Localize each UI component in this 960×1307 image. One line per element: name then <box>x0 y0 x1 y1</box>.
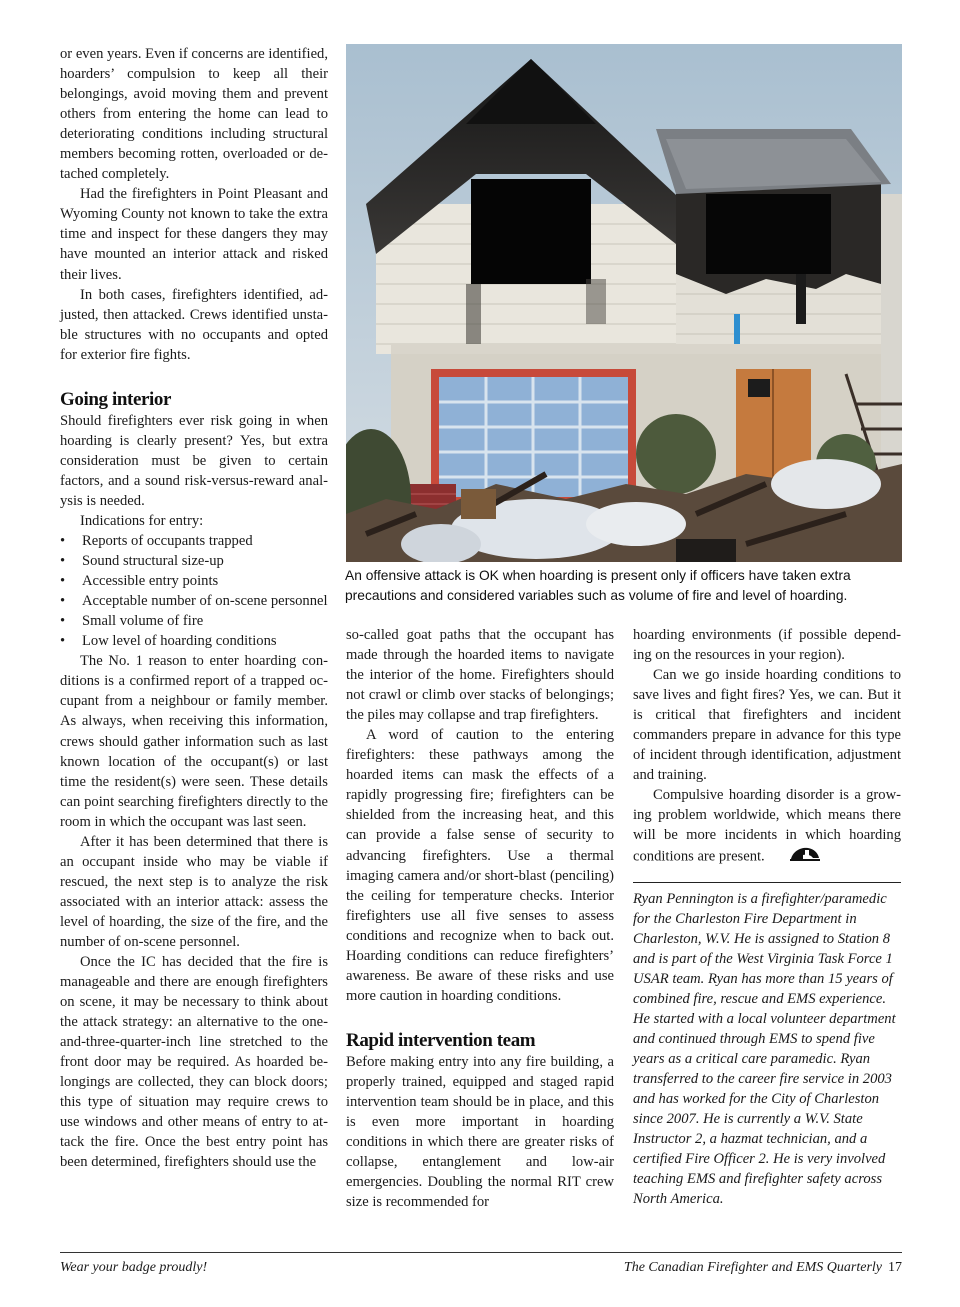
paragraph: so-called goat paths that the occupant has made through the hoarded items to navigate the interior of the home. Firefighters should not crawl or climb over stacks of belongings; the piles may collapse and trap firefighters. <box>346 627 614 724</box>
burned-house-photo <box>346 44 902 562</box>
paragraph: A word of caution to the entering firefighters: these pathways among the hoarded items can mask the effects of a rapidly progressing fire; firefighters can be shielded from the increasing heat, and this can provide a false sense of security to advancing firefighters. Use a thermal imaging camera and/or short-blast (penciling) the ceiling for temperature checks. Interior firefighters use all five senses to assess conditions and recognize when to back out. Hoarding conditions can reduce firefighters’ awareness. Be aware of these risks and use more caution in hoarding conditions. <box>346 727 614 1004</box>
footer-divider <box>60 1252 902 1253</box>
fire-helmet-icon <box>769 846 821 868</box>
list-item: • Acceptable number of on-scene personnel <box>60 591 328 611</box>
publication-name: The Canadian Firefighter and EMS Quarterly <box>623 1260 882 1275</box>
author-bio: Ryan Pennington is a firefighter/paramedic for the Charleston Fire Department in Charleston, W.V. He is assigned to Station 8 and is part of the West Virginia Task Force 1 USAR team. Ryan has more than 15 years of combined fire, rescue and EMS experience. He started with a local volunteer department and continued through EMS to spend five years as a critical care paramedic. Ryan transferred to the career fire service in 2003 and has worked for the City of Charleston since 2007. He is currently a W.V. State Instructor 2, a hazmat technician, and a certified Fire Officer 2. He is very involved teaching EMS and firefighter safety across North America. <box>633 890 896 1208</box>
paragraph: hoarding environments (if possible depending on the resources in your region). <box>633 627 901 664</box>
section-heading-going-interior: Going interior <box>60 388 172 410</box>
paragraph: Can we go inside hoarding conditions to save lives and fight fires? Yes, we can. But it is critical that firefighters and incident commanders prepare in advance for this type of incident through identification, adjustment and training. <box>633 667 901 784</box>
list-item: • Accessible entry points <box>60 571 328 591</box>
paragraph: Had the firefighters in Point Pleasant and Wyoming County not known to take the extra time and inspect for these dangers they may have mounted an interior attack and risked their lives. <box>60 186 328 283</box>
footer-tagline: Wear your badge proudly! <box>60 1260 208 1275</box>
bio-divider <box>633 882 901 883</box>
article-column-1 <box>60 44 328 1173</box>
paragraph: The No. 1 reason to enter hoarding conditions is a confirmed report of a trapped occupant from a neighbour or family member. As always, when receiving this information, crews should gather information such as last known location of the occupant(s) or last time the resident(s) were seen. These details can point searching firefighters directly to the room in which the occupant was last seen. <box>60 653 328 830</box>
paragraph: Should firefighters ever risk going in when hoarding is clearly present? Yes, but extra consideration must be given to certain factors, and a sound risk-versus-reward analysis is needed. <box>60 412 328 509</box>
article-column-3 <box>633 625 901 1209</box>
section-heading-rapid-intervention-team: Rapid intervention team <box>346 1029 536 1051</box>
paragraph <box>633 785 901 867</box>
footer-publication <box>624 1260 902 1276</box>
paragraph-text: Compulsive hoarding disorder is a growing problem worldwide, which means there will be more incidents in which hoarding conditions are present. <box>633 787 901 864</box>
list-item: • Sound structural size-up <box>60 551 328 571</box>
photo-caption: An offensive attack is OK when hoarding is present only if officers have taken extra precautions and considered variables such as volume of fire and level of hoarding. <box>345 568 851 603</box>
paragraph: Once the IC has decided that the fire is manageable and there are enough firefighters on scene, it may be necessary to think about the attack strategy: an alternative to the one-and-three-quarter-inch line stretched to the front door may be required. As hoarded belongings are collected, they can block doors; this type of situation may require crews to use windows and other means of entry to attack the fire. Once the best entry point has been determined, firefighters should use the <box>60 954 328 1171</box>
paragraph: After it has been determined that there is an occupant inside who may be viable if rescued, the next step is to analyze the risk associated with an interior attack: assess the level of hoarding, the size of the fire, and the number of on-scene personnel. <box>60 833 328 950</box>
paragraph: Indications for entry: <box>80 512 204 529</box>
paragraph: In both cases, firefighters identified, adjusted, then attacked. Crews identified unstable structures with no occupants and opted for exterior fire fights. <box>60 286 328 363</box>
article-column-2 <box>346 625 614 1212</box>
paragraph: Before making entry into any fire building, a properly trained, equipped and staged rapid intervention team should be in place, and this is even more important in hoarding conditions in which there are greater risks of collapse, entanglement and low-air emergencies. Doubling the normal RIT crew size is recommended for <box>346 1053 614 1211</box>
list-item: • Reports of occupants trapped <box>60 531 328 551</box>
list-item: • Low level of hoarding conditions <box>60 631 328 651</box>
list-item: • Small volume of fire <box>60 611 328 631</box>
entry-indications-list <box>60 531 328 651</box>
page-number: 17 <box>888 1260 902 1275</box>
paragraph: or even years. Even if concerns are identified, hoarders’ compulsion to keep all their belongings, avoid moving them and prevent others from entering the home can lead to deteriorating conditions including structural members becoming rotten, overloaded or detached completely. <box>60 46 328 183</box>
